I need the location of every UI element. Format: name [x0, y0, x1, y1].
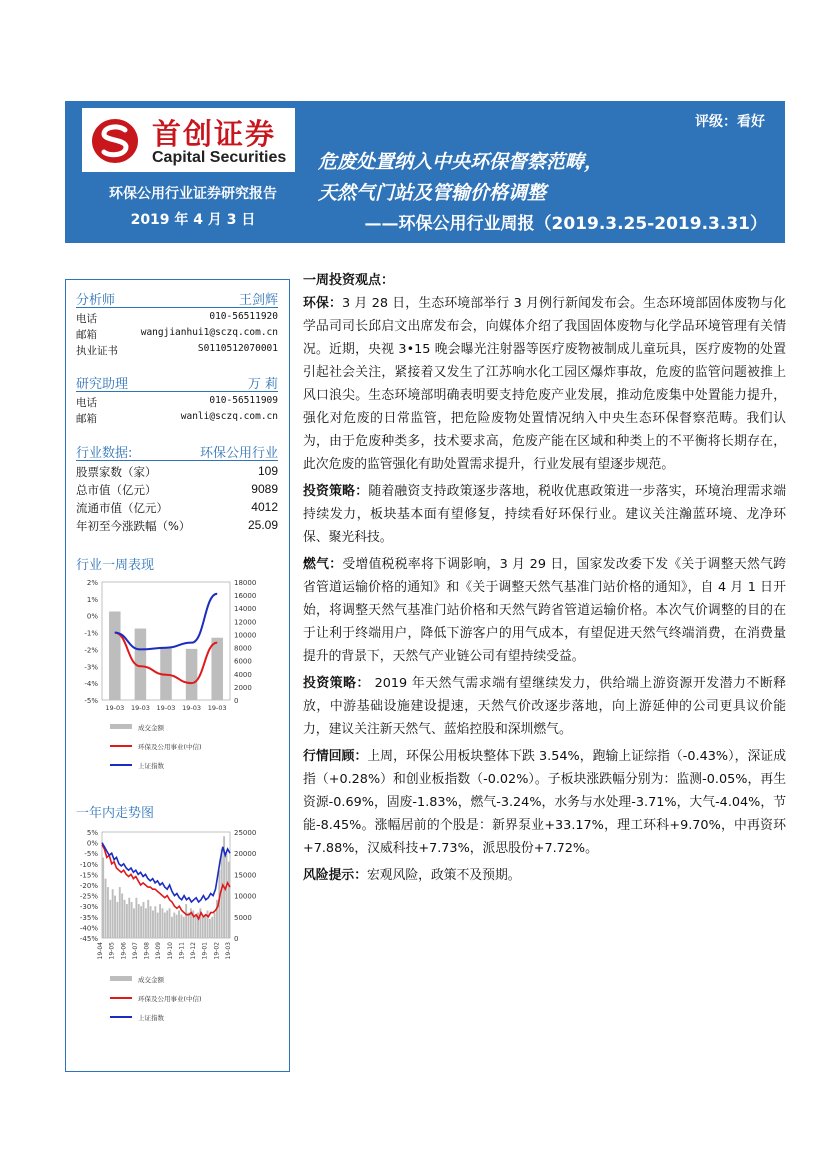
- y-right-tick: 8000: [234, 644, 252, 653]
- x-tick: 19-04: [97, 942, 104, 960]
- float-market-cap-row: 流通市值（亿元） 4012: [76, 500, 278, 515]
- y-right-tick: 20000: [234, 850, 257, 859]
- y-right-tick: 15000: [234, 871, 257, 880]
- total-market-cap-row: 总市值（亿元） 9089: [76, 482, 278, 497]
- report-header: [65, 101, 785, 243]
- volume-bar: [186, 649, 198, 700]
- y-left-tick: -35%: [79, 913, 98, 922]
- company-logo: [82, 108, 295, 172]
- logo-english-name: Capital Securities: [152, 149, 287, 166]
- para-gas-strategy: 投资策略： 2019 年天然气需求端有望继续发力，供给端上游资源开发潜力不断释放，中游基础设施建设提速，天然气价改逐步落地，向上游延伸的公司更具议价能力，建议关注新天然气、蓝焰控股和深圳燃气。: [303, 676, 787, 737]
- info-sidebar: [65, 279, 290, 1072]
- industry-data-header: [76, 441, 278, 461]
- weekly-performance-chart: [70, 576, 285, 771]
- volume-bar: [211, 638, 223, 700]
- weekly-performance-label: 行业一周表现: [76, 558, 155, 573]
- y-right-tick: 4000: [234, 670, 252, 679]
- series-line: [102, 845, 230, 919]
- assistant-email-row: 邮箱 wanli@sczq.com.cn: [76, 411, 278, 425]
- y-left-tick: -1%: [84, 629, 98, 638]
- y-left-tick: 0%: [86, 612, 98, 621]
- y-right-tick: 12000: [234, 618, 257, 627]
- y-right-tick: 10000: [234, 631, 257, 640]
- y-right-tick: 0: [234, 935, 239, 943]
- assistant-phone-row: 电话 010-56511909: [76, 395, 278, 409]
- analyst-label: 分析师: [76, 293, 116, 308]
- legend-label: 成交金额: [138, 976, 164, 984]
- ytd-change-row: 年初至今涨跌幅（%） 25.09: [76, 518, 278, 533]
- legend-label: 上证指数: [138, 1014, 164, 1021]
- y-left-tick: -2%: [84, 646, 98, 655]
- x-tick: 19-11: [178, 942, 186, 960]
- rating-label: 评级：看好: [695, 114, 765, 130]
- y-left-tick: -20%: [79, 882, 98, 890]
- y-right-tick: 16000: [234, 592, 257, 601]
- para-gas: 燃气：受增值税税率将下调影响，3 月 29 日，国家发改委下发《关于调整天然气跨省管道运输价格的通知》和《关于调整天然气基准门站价格的通知》，自 4 月 1 日开始，将调整天然气基准门站价格和天然气跨省管道运输价格。本次气价调整的目的在于让利于终端用户，降低下游客户的用气成本，有望促进天然气终端消费，在消费量提升的背景下，天然气产业链公司有望持续受益。: [303, 557, 787, 664]
- y-right-tick: 5000: [234, 913, 252, 922]
- analyst-phone-row: 电话 010-56511920: [76, 311, 278, 325]
- stock-count-row: 股票家数（家） 109: [76, 464, 278, 479]
- report-subtitle: ——环保公用行业周报（2019.3.25-2019.3.31）: [364, 214, 767, 234]
- legend-label: 上证指数: [138, 762, 164, 770]
- y-left-tick: -40%: [79, 924, 98, 933]
- y-right-tick: 0: [234, 697, 239, 705]
- y-right-tick: 25000: [234, 829, 257, 837]
- analyst-email-row: 邮箱 wangjianhui1@sczq.com.cn: [76, 327, 278, 341]
- report-title-line1: 危废处置纳入中央环保督察范畴，: [318, 151, 604, 173]
- x-tick: 19-03: [207, 704, 227, 712]
- y-left-tick: -10%: [79, 860, 98, 869]
- y-left-tick: -15%: [79, 871, 98, 880]
- analyst-header: [76, 288, 278, 308]
- x-tick: 19-03: [182, 704, 202, 712]
- y-left-tick: 5%: [86, 829, 98, 837]
- industry-name: 环保公用行业: [199, 446, 278, 461]
- x-tick: 19-03: [156, 704, 176, 712]
- volume-bar: [109, 612, 121, 701]
- report-type: 环保公用行业证券研究报告: [109, 186, 277, 202]
- y-left-tick: 0%: [86, 839, 98, 848]
- main-content: [303, 270, 786, 891]
- industry-data-label: 行业数据:: [76, 446, 133, 461]
- analyst-license-row: 执业证书 S0110512070001: [76, 343, 278, 357]
- legend-label: 环保及公用事业(中信): [138, 995, 202, 1003]
- para-environment: 环保：3 月 28 日，生态环境部举行 3 月例行新闻发布会。生态环境部固体废物与化学品司司长邱启文出席发布会，向媒体介绍了我国固体废物与化学品环境管理有关情况。近期，央视 3•15 晚会曝光注射器等医疗废物被制成儿童玩具，医疗废物的处置引起社会关注，紧接着又发生了江苏响水化工园区爆炸事故，危废的监管问题被推上风口浪尖。生态环境部明确表明要支持危废产业发展，推动危废集中处置能力提升，强化对危废的日常监管，把危险废物处置情况纳入中央生态环保督察范畴。我们认为，由于危废种类多，技术要求高，危废产能在区域和种类上的不平衡将长期存在，此次危废的监管强化有助处置需求提升，行业发展有望逐步规范。: [303, 296, 787, 472]
- legend-label: 环保及公用事业(中信): [138, 743, 202, 751]
- y-right-tick: 6000: [234, 657, 252, 666]
- yearly-trend-label: 一年内走势图: [76, 806, 155, 821]
- section-title: 一周投资观点：: [303, 273, 395, 288]
- x-tick: 19-03: [105, 704, 125, 712]
- para-market-review: 行情回顾：上周，环保公用板块整体下跌 3.54%，跑输上证综指（-0.43%），深证成指（+0.28%）和创业板指数（-0.02%）。子板块涨跌幅分别为：监测-0.05%，再生资源-0.69%，固废-1.83%，燃气-3.24%，水务与水处理-3.71%，大气-4.04%，节能-8.45%。涨幅居前的个股是：新界泵业+33.17%，理工环科+9.70%，中再资环+7.88%，汉威科技+7.73%，派思股份+7.72%。: [303, 749, 787, 856]
- y-left-tick: -4%: [84, 680, 98, 689]
- y-right-tick: 10000: [234, 892, 257, 901]
- y-right-tick: 14000: [234, 605, 257, 614]
- legend-swatch: [110, 976, 132, 981]
- series-line: [115, 594, 217, 650]
- x-tick: 19-10: [166, 942, 174, 960]
- para-env-strategy: 投资策略：随着融资支持政策逐步落地，税收优惠政策进一步落实，环境治理需求端持续发力，板块基本面有望修复，持续看好环保行业。建议关注瀚蓝环境、龙净环保、聚光科技。: [303, 484, 787, 545]
- y-left-tick: -25%: [79, 892, 98, 901]
- analyst-name: 王剑辉: [238, 293, 278, 308]
- assistant-email-link[interactable]: wanli@sczq.com.cn: [180, 411, 278, 422]
- x-tick: 19-12: [190, 942, 198, 960]
- report-title-line2: 天然气门站及管输价格调整: [318, 182, 547, 204]
- y-left-tick: -45%: [79, 935, 98, 943]
- x-tick: 19-05: [108, 942, 116, 960]
- logo-mark-icon: [90, 116, 140, 166]
- y-right-tick: 2000: [234, 683, 252, 692]
- x-tick: 19-02: [213, 942, 221, 960]
- x-tick: 19-03: [130, 704, 150, 712]
- assistant-header: [76, 372, 278, 392]
- y-left-tick: 2%: [86, 579, 98, 587]
- x-tick: 19-08: [143, 942, 151, 960]
- report-date: 2019 年 4 月 3 日: [130, 212, 256, 228]
- assistant-name: 万 莉: [247, 377, 278, 392]
- x-tick: 19-07: [131, 942, 139, 960]
- yearly-trend-chart: [70, 826, 285, 1021]
- assistant-label: 研究助理: [76, 377, 129, 392]
- x-tick: 19-01: [201, 942, 209, 960]
- y-left-tick: -5%: [84, 697, 98, 705]
- x-tick: 19-06: [120, 942, 128, 960]
- y-left-tick: 1%: [86, 595, 98, 604]
- y-left-tick: -5%: [84, 850, 98, 859]
- x-tick: 19-03: [225, 942, 232, 960]
- legend-label: 成交金额: [138, 724, 164, 732]
- para-risk: 风险提示：宏观风险，政策不及预期。: [303, 868, 521, 883]
- x-tick: 19-09: [155, 942, 163, 960]
- legend-swatch: [110, 724, 132, 729]
- y-left-tick: -3%: [84, 663, 98, 672]
- logo-chinese-name: 首创证券: [152, 117, 277, 151]
- y-right-tick: 18000: [234, 579, 257, 587]
- analyst-email-link[interactable]: wangjianhui1@sczq.com.cn: [140, 327, 278, 338]
- y-left-tick: -30%: [79, 903, 98, 912]
